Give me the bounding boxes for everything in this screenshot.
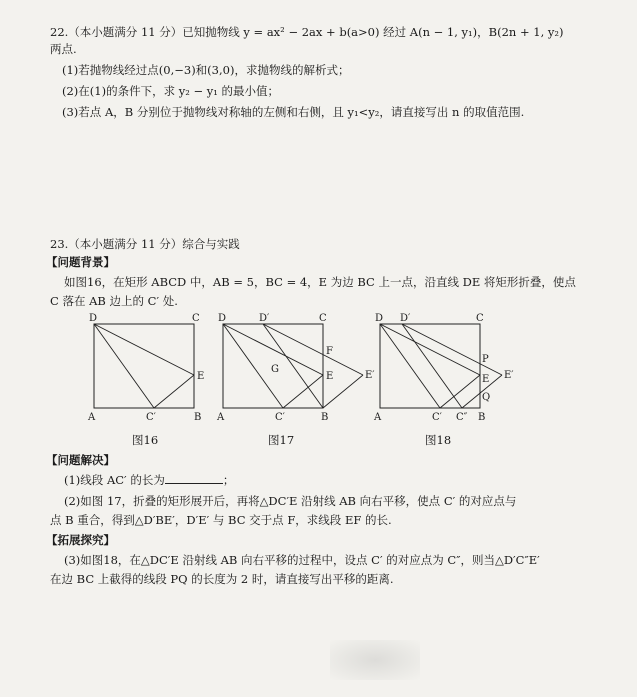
label-cpp: C″: [456, 412, 468, 423]
label-a: A: [88, 412, 96, 423]
label-p: P: [482, 354, 489, 365]
q23-extension-heading: 【拓展探究】: [46, 533, 115, 547]
q22-stem: 22.（本小题满分 11 分）已知抛物线 y = ax² − 2ax + b(a>0) 经过 A(n − 1, y₁)，B(2n + 1, y₂): [50, 25, 564, 39]
q22-part3: (3)若点 A，B 分别位于抛物线对称轴的左侧和右侧，且 y₁<y₂，请直接写出 n 的取值范围.: [62, 105, 525, 119]
figure-16: [84, 312, 214, 427]
rect-abcd: [94, 324, 194, 408]
q22-stem-cont: 两点.: [50, 42, 77, 56]
label-d: D: [89, 313, 98, 324]
q23-part1: [64, 472, 234, 488]
paper-smudge: [330, 640, 420, 680]
segment-de: [380, 324, 480, 375]
label-d: D: [218, 313, 227, 324]
label-b: B: [194, 412, 202, 423]
q23-part2-line1: (2)如图 17，折叠的矩形展开后，再将△DC′E 沿射线 AB 向右平移，使点 C′ 的对应点与: [64, 494, 517, 508]
label-dp: D′: [400, 313, 411, 324]
label-e: E: [197, 371, 205, 382]
label-ep: E′: [504, 370, 514, 381]
segment-dpcpp: [402, 324, 462, 408]
figure-16-caption: 图16: [132, 433, 159, 447]
label-q: Q: [482, 392, 491, 403]
label-c: C: [319, 313, 327, 324]
figure-17: [213, 312, 383, 427]
q23-background-line2: C 落在 AB 边上的 C′ 处.: [50, 294, 178, 308]
label-cp: C′: [432, 412, 442, 423]
label-dp: D′: [259, 313, 270, 324]
label-c: C: [192, 313, 200, 324]
q23-part3-line2: 在边 BC 上截得的线段 PQ 的长度为 2 时，请直接写出平移的距离.: [50, 572, 394, 586]
q23-part1-text: (1)线段 AC′ 的长为: [64, 473, 165, 487]
label-cp: C′: [275, 412, 285, 423]
segment-cpe: [440, 375, 480, 408]
label-a: A: [374, 412, 382, 423]
q23-part3-line1: (3)如图18，在△DC′E 沿射线 AB 向右平移的过程中，设点 C′ 的对应点为 C″，则当△D′C″E′: [64, 553, 540, 567]
figure-17-caption: 图17: [268, 433, 295, 447]
label-d: D: [375, 313, 384, 324]
segment-cpe: [154, 375, 194, 408]
q23-background-line1: 如图16，在矩形 ABCD 中，AB = 5，BC = 4，E 为边 BC 上一点，沿直线 DE 将矩形折叠，使点: [64, 275, 576, 289]
segment-dcp: [380, 324, 440, 408]
q23-part1-end: ；: [222, 473, 235, 487]
q22-part2: (2)在(1)的条件下，求 y₂ − y₁ 的最小值；: [62, 84, 280, 98]
q23-part2-line2: 点 B 重合，得到△D′BE′，D′E′ 与 BC 交于点 F，求线段 EF 的长.: [50, 513, 392, 527]
label-f: F: [326, 346, 333, 357]
figure-18-caption: 图18: [425, 433, 452, 447]
label-cp: C′: [146, 412, 156, 423]
label-e: E: [482, 374, 490, 385]
rect-abcd: [380, 324, 480, 408]
segment-dcp: [94, 324, 154, 408]
label-ep: E′: [365, 370, 375, 381]
label-e: E: [326, 371, 334, 382]
answer-blank[interactable]: [165, 472, 223, 484]
label-g: G: [271, 364, 279, 375]
segment-dpep: [402, 324, 502, 375]
figure-18: [370, 312, 540, 427]
q23-background-heading: 【问题背景】: [46, 255, 115, 269]
q23-solve-heading: 【问题解决】: [46, 453, 115, 467]
q23-title: 23.（本小题满分 11 分）综合与实践: [50, 237, 240, 251]
segment-de: [94, 324, 194, 375]
label-a: A: [217, 412, 225, 423]
label-b: B: [478, 412, 486, 423]
q22-part1: (1)若抛物线经过点(0,−3)和(3,0)，求抛物线的解析式；: [62, 63, 350, 77]
label-b: B: [321, 412, 329, 423]
label-c: C: [476, 313, 484, 324]
